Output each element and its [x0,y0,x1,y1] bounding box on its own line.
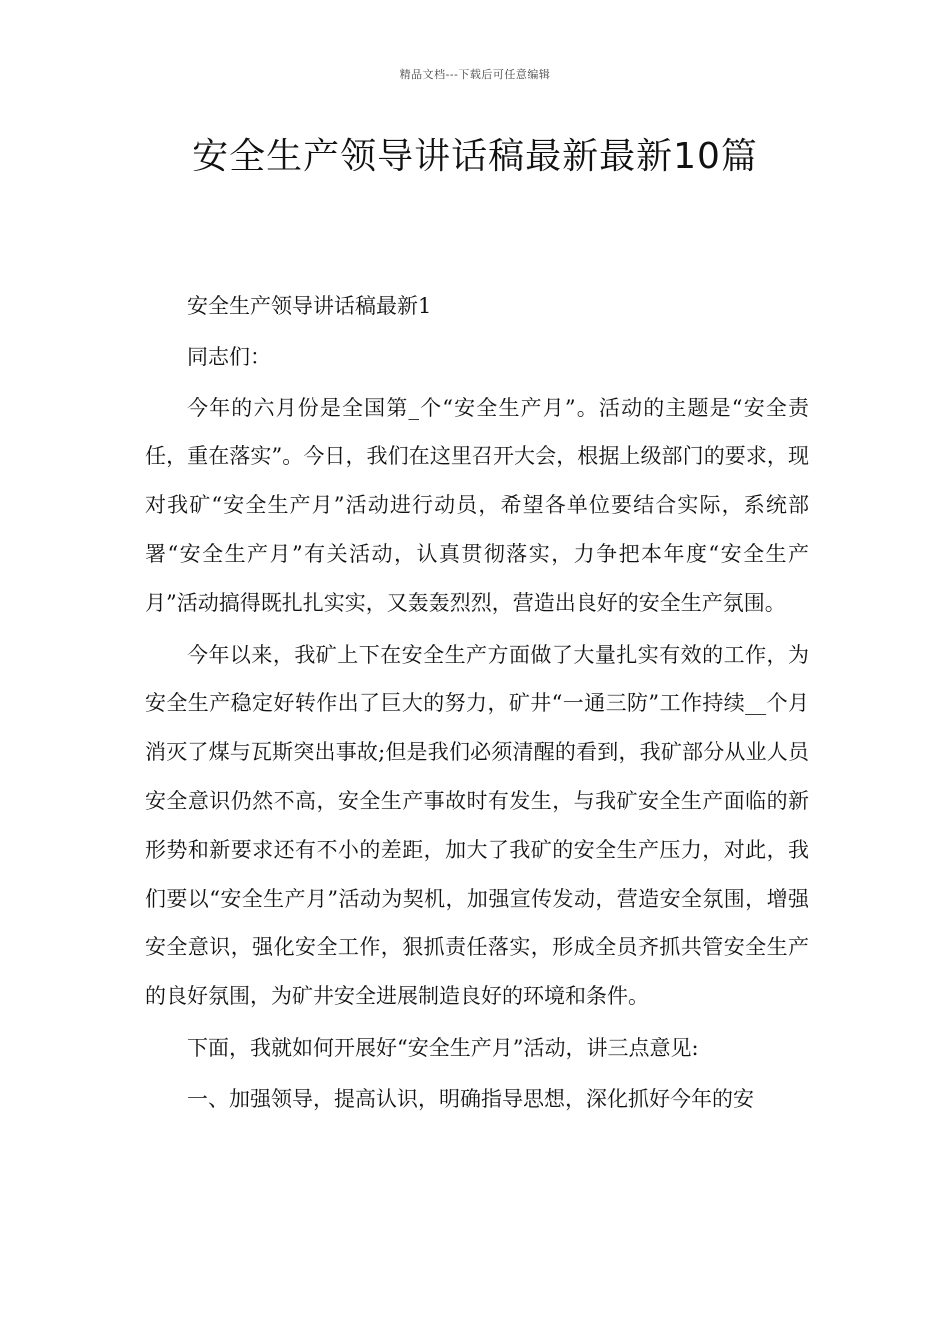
section-heading: 安全生产领导讲话稿最新1 [187,294,432,318]
salutation: 同志们： [187,344,271,369]
header-note: 精品文档---下载后可任意编辑 [399,68,551,81]
body-paragraph: 一、加强领导，提高认识，明确指导思想，深化抓好今年的安 [187,1086,754,1111]
body-paragraph: 下面，我就如何开展好“安全生产月”活动，讲三点意见: [187,1035,699,1060]
document-body [145,282,809,1126]
body-paragraph: 今年的六月份是全国第_个“安全生产月”。活动的主题是“安全责任，重在落实”。今日，我们在这里召开大会，根据上级部门的要求，现对我矿“安全生产月”活动进行动员，希望各单位要结合实际，系统部署“安全生产月”有关活动，认真贯彻落实，力争把本年度“安全生产月”活动搞得既扎扎实实，又轰轰烈烈，营造出良好的安全生产氛围。 [145,395,809,615]
document-title: 安全生产领导讲话稿最新最新10篇 [192,136,758,177]
body-paragraph: 今年以来，我矿上下在安全生产方面做了大量扎实有效的工作，为安全生产稳定好转作出了巨大的努力，矿井“一通三防”工作持续__个月消灭了煤与瓦斯突出事故;但是我们必须清醒的看到，我矿部分从业人员安全意识仍然不高，安全生产事故时有发生，与我矿安全生产面临的新形势和新要求还有不小的差距，加大了我矿的安全生产压力，对此，我们要以“安全生产月”活动为契机，加强宣传发动，营造安全氛围，增强安全意识，强化安全工作，狠抓责任落实，形成全员齐抓共管安全生产的良好氛围，为矿井安全进展制造良好的环境和条件。 [145,642,809,1009]
